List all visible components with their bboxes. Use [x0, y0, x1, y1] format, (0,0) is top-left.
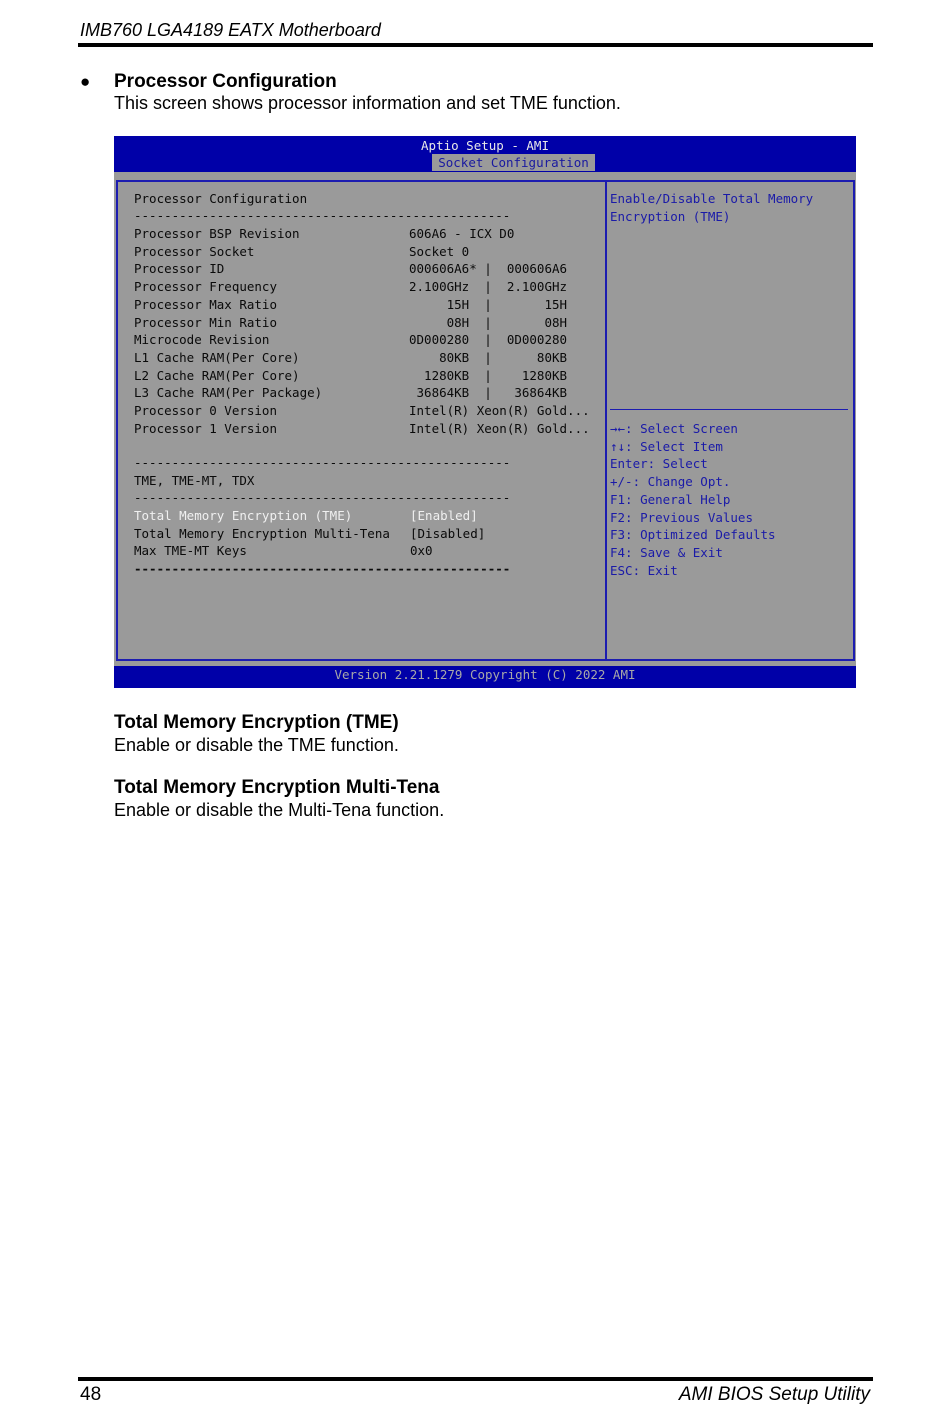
section-title: Processor Configuration	[114, 71, 337, 92]
key-legend-item: F3: Optimized Defaults	[610, 527, 776, 543]
key-legend-item: Enter: Select	[610, 456, 708, 472]
info-value: 08H | 08H	[409, 314, 568, 330]
option-value-max-keys: 0x0	[410, 543, 433, 558]
info-value: 000606A6* | 000606A6	[409, 261, 568, 277]
info-label: Processor BSP Revision	[134, 226, 300, 241]
help-divider	[610, 409, 848, 410]
info-value: 2.100GHz | 2.100GHz	[409, 279, 568, 295]
item-description-tme: Enable or disable the TME function.	[114, 735, 399, 755]
bullet: ●	[80, 72, 91, 91]
bios-separator: --------------------------------------------------	[134, 490, 511, 505]
info-label: L2 Cache RAM(Per Core)	[134, 367, 300, 383]
key-legend-item: F1: General Help	[610, 491, 731, 507]
info-label: Microcode Revision	[134, 332, 270, 348]
tab-socket-configuration[interactable]: Socket Configuration	[432, 154, 595, 171]
bios-version: Version 2.21.1279 Copyright (C) 2022 AMI	[334, 667, 636, 682]
group-heading: TME, TME-MT, TDX	[134, 473, 255, 488]
info-label: Processor Min Ratio	[134, 314, 277, 330]
bios-separator: --------------------------------------------------	[134, 208, 511, 223]
bios-separator: --------------------------------------------------	[134, 455, 511, 470]
info-value: Intel(R) Xeon(R) Gold...	[409, 403, 590, 418]
page-number: 48	[80, 1384, 102, 1405]
info-value: 1280KB | 1280KB	[409, 367, 568, 383]
option-value-tme-mt[interactable]: [Disabled]	[410, 526, 486, 541]
option-value-tme[interactable]: [Enabled]	[410, 508, 478, 523]
info-label: Processor Socket	[134, 243, 255, 259]
item-title-tme: Total Memory Encryption (TME)	[114, 712, 399, 733]
option-label-tme[interactable]: Total Memory Encryption (TME)	[134, 508, 353, 523]
key-legend-item: ↑↓: Select Item	[610, 438, 723, 454]
option-label-tme-mt[interactable]: Total Memory Encryption Multi-Tena	[134, 526, 390, 541]
help-line: Enable/Disable Total Memory	[610, 191, 814, 206]
footer-rule	[78, 1377, 873, 1381]
bios-app-title: Aptio Setup - AMI	[421, 138, 549, 153]
info-value: 80KB | 80KB	[409, 349, 568, 365]
info-value: Socket 0	[409, 243, 470, 259]
info-value: Intel(R) Xeon(R) Gold...	[409, 420, 590, 436]
info-label: Processor Max Ratio	[134, 296, 277, 312]
info-label: Processor 1 Version	[134, 420, 277, 436]
key-legend-item: →←: Select Screen	[610, 421, 738, 436]
info-label: Processor 0 Version	[134, 403, 277, 418]
info-value: 606A6 - ICX D0	[409, 226, 515, 241]
info-label: Processor Frequency	[134, 279, 277, 295]
item-description-tme-mt: Enable or disable the Multi-Tena function.	[114, 800, 445, 820]
page-header-title: IMB760 LGA4189 EATX Motherboard	[80, 20, 381, 40]
info-value: 36864KB | 36864KB	[409, 385, 568, 401]
info-label: L3 Cache RAM(Per Package)	[134, 385, 323, 401]
key-legend-item: F2: Previous Values	[610, 509, 753, 525]
bios-screenshot	[114, 136, 856, 688]
key-legend-item: F4: Save & Exit	[610, 544, 723, 560]
key-legend-item: +/-: Change Opt.	[610, 474, 731, 490]
help-line: Encryption (TME)	[610, 209, 731, 224]
item-title-tme-mt: Total Memory Encryption Multi-Tena	[114, 777, 440, 798]
info-label: L1 Cache RAM(Per Core)	[134, 349, 300, 365]
header-rule	[78, 43, 873, 47]
bios-heading: Processor Configuration	[134, 191, 308, 206]
section-description: This screen shows processor information and set TME function.	[114, 93, 621, 113]
footer-title: AMI BIOS Setup Utility	[678, 1384, 870, 1405]
key-legend-item: ESC: Exit	[610, 562, 678, 578]
option-label-max-keys: Max TME-MT Keys	[134, 543, 247, 558]
info-value: 0D000280 | 0D000280	[409, 332, 568, 348]
info-label: Processor ID	[134, 261, 225, 277]
bios-separator: --------------------------------------------------	[134, 561, 511, 576]
info-value: 15H | 15H	[409, 296, 568, 312]
